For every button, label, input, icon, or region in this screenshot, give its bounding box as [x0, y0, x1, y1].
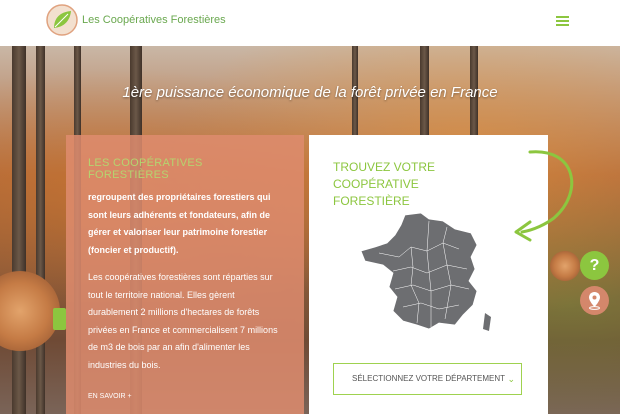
log-cut-end — [0, 271, 60, 351]
intro-lead: regroupent des propriétaires forestiers qui sont leurs adhérents et fondateurs, afin de gérer et valoriser leur patrimoine forestier (foncier et productif). — [88, 192, 271, 255]
logo-leaf-icon[interactable] — [46, 4, 78, 36]
intro-panel — [66, 135, 304, 414]
brand-name[interactable]: Les Coopératives Forestières — [82, 14, 226, 26]
help-button[interactable] — [580, 251, 609, 280]
site-header — [0, 0, 620, 46]
tree-trunk — [12, 46, 26, 414]
question-icon: ? — [589, 257, 600, 274]
green-badge — [53, 308, 66, 330]
curved-arrow-icon — [510, 146, 585, 246]
finder-title: TROUVEZ VOTRE COOPÉRATIVE FORESTIÈRE — [333, 160, 436, 208]
read-more-link[interactable]: EN SAVOIR + — [88, 393, 132, 400]
france-map-icon[interactable] — [359, 207, 499, 347]
tree-trunk — [36, 46, 45, 414]
intro-body: Les coopératives forestières sont réparties sur tout le territoire national. Elles gèrent durablement 2 millions d'hectares de forêts privées en France et commercialisent 7 millions de m3 de bois par an afin d'alimenter les industries du bois. — [88, 272, 278, 370]
log-cut-end — [550, 251, 580, 281]
department-select[interactable] — [333, 363, 522, 395]
department-select-label: SÉLECTIONNEZ VOTRE DÉPARTEMENT — [352, 374, 506, 383]
hero-section — [0, 46, 620, 414]
hero-tagline: 1ère puissance économique de la forêt privée en France — [122, 84, 498, 101]
intro-title: LES COOPÉRATIVES FORESTIÈRES — [88, 157, 203, 181]
chevron-down-icon: ⌄ — [507, 374, 515, 384]
map-pin-icon — [580, 286, 609, 315]
hamburger-icon[interactable] — [556, 16, 569, 27]
locate-button[interactable] — [580, 286, 609, 315]
